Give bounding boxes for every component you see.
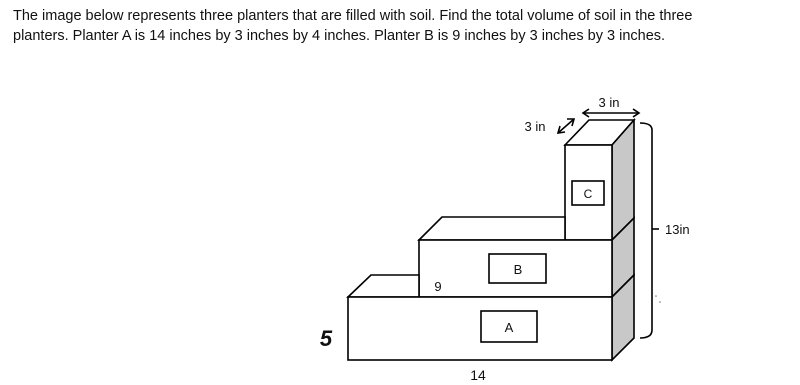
length-b-label: 9 bbox=[434, 279, 442, 294]
planter-b-label: B bbox=[513, 262, 523, 277]
width-arrow-c bbox=[583, 109, 639, 117]
depth-c-label: 3 in bbox=[524, 119, 546, 134]
handwritten-mark: 5 bbox=[319, 326, 333, 351]
height-bracket bbox=[640, 123, 659, 338]
planter-c-label: C bbox=[583, 187, 593, 201]
height-label: 13in bbox=[665, 222, 690, 237]
depth-arrow-c bbox=[558, 119, 574, 133]
planter-a-label: A bbox=[504, 320, 514, 335]
planter-b-top-face bbox=[419, 217, 565, 240]
planter-a-front-face bbox=[348, 297, 612, 360]
planter-c bbox=[565, 120, 634, 240]
problem-line-1: The image below represents three planters that are filled with soil. Find the total volume of soil in the three bbox=[13, 8, 693, 24]
problem-line-2: planters. Planter A is 14 inches by 3 inches by 4 inches. Planter B is 9 inches by 3 inches by 3 inches. bbox=[13, 28, 666, 44]
length-a-label: 14 bbox=[470, 367, 486, 383]
planter-a-top-face bbox=[348, 275, 419, 297]
width-c-label: 3 in bbox=[598, 95, 620, 110]
